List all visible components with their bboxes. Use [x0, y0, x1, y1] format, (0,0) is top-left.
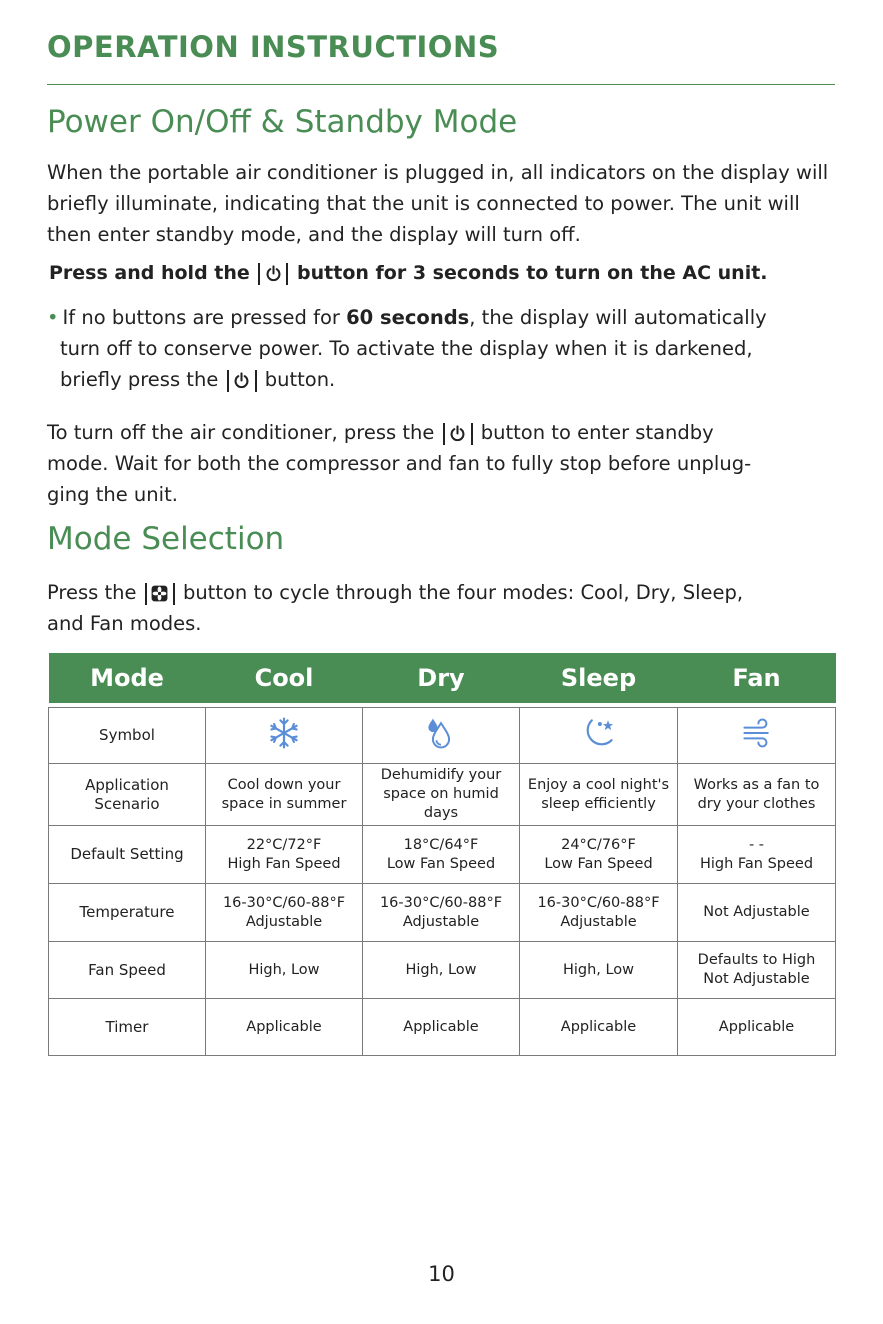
turn-off-line-3: ging the unit. — [47, 483, 178, 506]
row-label-temperature: Temperature — [49, 884, 206, 942]
mode-text-line-2: and Fan modes. — [47, 612, 202, 635]
cell-timer-dry: Applicable — [363, 999, 520, 1056]
cell-timer-cool: Applicable — [206, 999, 363, 1056]
symbol-cell-sleep — [520, 708, 678, 764]
symbol-cell-cool — [206, 708, 363, 764]
row-label-application: Application Scenario — [49, 764, 206, 826]
cell-default-sleep: 24°C/76°F Low Fan Speed — [520, 826, 678, 884]
row-label-symbol: Symbol — [49, 708, 206, 764]
cell-fan-speed-cool: High, Low — [206, 942, 363, 999]
cell-temperature-dry: 16-30°C/60-88°F Adjustable — [363, 884, 520, 942]
table-row-fan-speed — [49, 942, 836, 999]
wind-icon — [739, 715, 775, 751]
cell-fan-speed-dry: High, Low — [363, 942, 520, 999]
header-sleep: Sleep — [520, 653, 678, 703]
row-label-timer: Timer — [49, 999, 206, 1056]
cell-fan-speed-fan: Defaults to High Not Adjustable — [678, 942, 836, 999]
table-row-symbol — [49, 708, 836, 764]
table-row-application — [49, 764, 836, 826]
cell-timer-fan: Applicable — [678, 999, 836, 1056]
press-hold-text-after: button for 3 seconds to turn on the AC unit. — [297, 262, 768, 284]
cell-timer-sleep: Applicable — [520, 999, 678, 1056]
press-hold-text-before: Press and hold the — [49, 262, 250, 284]
water-drop-icon — [423, 715, 459, 751]
row-label-default-setting: Default Setting — [49, 826, 206, 884]
cell-default-cool: 22°C/72°F High Fan Speed — [206, 826, 363, 884]
bullet-text-2: , the display will automatically — [469, 306, 767, 329]
mode-selection-paragraph — [47, 577, 837, 639]
mode-table-header-row — [49, 653, 836, 703]
cell-temperature-sleep: 16-30°C/60-88°F Adjustable — [520, 884, 678, 942]
symbol-cell-fan — [678, 708, 836, 764]
power-icon — [227, 370, 257, 392]
moon-stars-icon — [581, 715, 617, 751]
bullet-dot: • — [47, 306, 59, 329]
mode-text-after: button to cycle through the four modes: Cool, Dry, Sleep, — [182, 581, 744, 604]
page-title: OPERATION INSTRUCTIONS — [47, 30, 500, 64]
section-heading-power: Power On/Off & Standby Mode — [47, 104, 518, 140]
cell-fan-speed-sleep: High, Low — [520, 942, 678, 999]
auto-off-bullet — [47, 302, 837, 395]
turn-off-line-2: mode. Wait for both the compressor and fan to fully stop before unplug- — [47, 452, 752, 475]
press-hold-instruction — [49, 262, 768, 285]
bullet-bold-60-seconds: 60 seconds — [346, 306, 470, 329]
bullet-text-1: If no buttons are pressed for — [62, 306, 340, 329]
title-divider — [47, 84, 835, 85]
cell-application-fan: Works as a fan to dry your clothes — [678, 764, 836, 826]
cell-temperature-cool: 16-30°C/60-88°F Adjustable — [206, 884, 363, 942]
symbol-cell-dry — [363, 708, 520, 764]
turn-off-text-after: button to enter standby — [480, 421, 714, 444]
cell-temperature-fan: Not Adjustable — [678, 884, 836, 942]
cell-application-dry: Dehumidify your space on humid days — [363, 764, 520, 826]
table-row-temperature — [49, 884, 836, 942]
fan-mode-icon — [145, 583, 175, 605]
snowflake-icon — [266, 715, 302, 751]
header-mode: Mode — [49, 653, 206, 703]
bullet-line-3-before: briefly press the — [60, 368, 219, 391]
row-label-fan-speed: Fan Speed — [49, 942, 206, 999]
header-dry: Dry — [363, 653, 520, 703]
power-icon — [258, 263, 288, 285]
cell-default-dry: 18°C/64°F Low Fan Speed — [363, 826, 520, 884]
turn-off-paragraph — [47, 417, 837, 510]
power-icon — [443, 423, 473, 445]
mode-table — [48, 653, 836, 1056]
bullet-line-3 — [47, 364, 837, 395]
power-intro-paragraph: When the portable air conditioner is plugged in, all indicators on the display will briefly illuminate, indicating that the unit is connected to power. The unit will then enter standby mode, and the display will turn off. — [47, 161, 829, 246]
header-cool: Cool — [206, 653, 363, 703]
table-row-timer — [49, 999, 836, 1056]
table-row-default-setting — [49, 826, 836, 884]
bullet-line-3-after: button. — [264, 368, 336, 391]
cell-application-cool: Cool down your space in summer — [206, 764, 363, 826]
cell-application-sleep: Enjoy a cool night's sleep efficiently — [520, 764, 678, 826]
turn-off-text-before: To turn off the air conditioner, press the — [47, 421, 435, 444]
page-number: 10 — [428, 1262, 455, 1286]
cell-default-fan: - - High Fan Speed — [678, 826, 836, 884]
header-fan: Fan — [678, 653, 836, 703]
mode-text-before: Press the — [47, 581, 137, 604]
section-heading-mode: Mode Selection — [47, 521, 285, 557]
bullet-line-2: turn off to conserve power. To activate the display when it is darkened, — [60, 337, 753, 360]
